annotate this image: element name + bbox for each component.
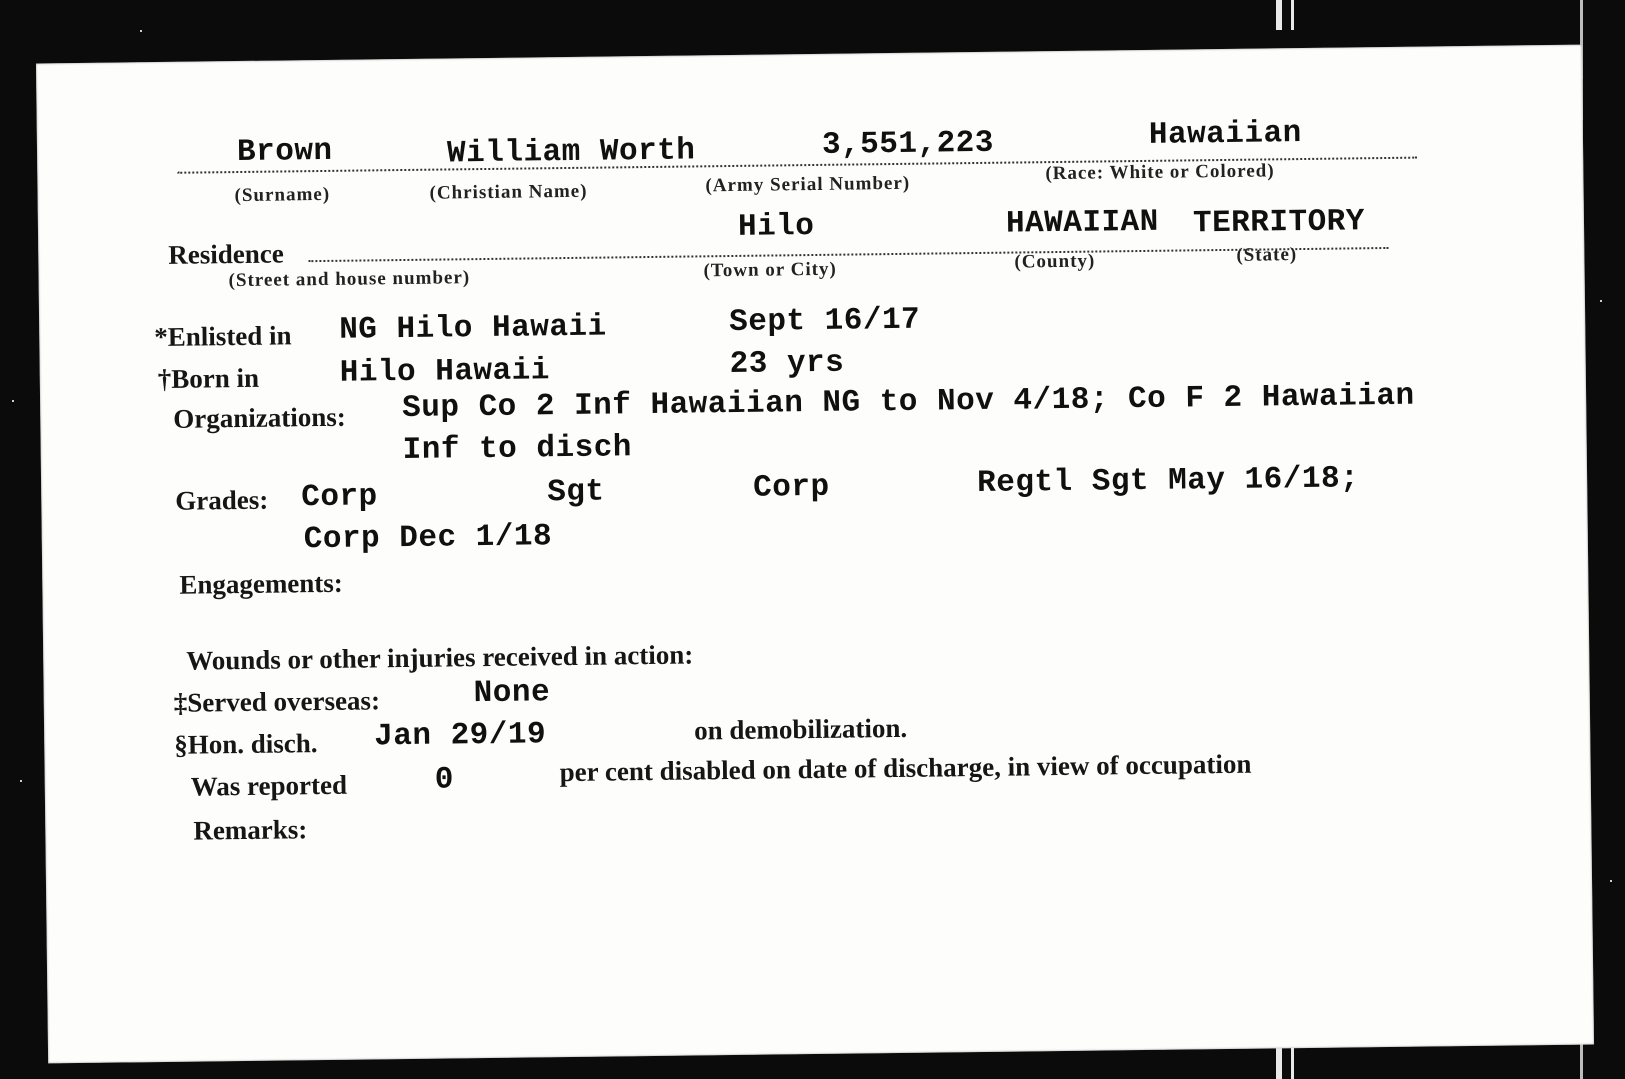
engagements-label: Engagements: bbox=[179, 567, 343, 600]
town-value: Hilo bbox=[737, 208, 815, 245]
state-value: TERRITORY bbox=[1192, 204, 1366, 242]
scan-edge-mark bbox=[1276, 0, 1282, 30]
surname-caption: (Surname) bbox=[234, 183, 331, 207]
served-overseas-value: None bbox=[473, 675, 551, 712]
born-label: †Born in bbox=[157, 362, 260, 395]
race-caption: (Race: White or Colored) bbox=[1045, 160, 1275, 185]
disability-percent-value: 0 bbox=[434, 762, 455, 798]
wounds-label: Wounds or other injuries received in action: bbox=[186, 639, 694, 676]
scan-edge-mark bbox=[1291, 1046, 1294, 1079]
enlisted-date-value: Sept 16/17 bbox=[728, 302, 921, 341]
grade-2: Sgt bbox=[547, 474, 605, 511]
scan-speck bbox=[12, 400, 14, 402]
enlisted-label: *Enlisted in bbox=[154, 320, 292, 353]
street-caption: (Street and house number) bbox=[228, 267, 471, 292]
town-caption: (Town or City) bbox=[703, 258, 837, 282]
discharge-label: §Hon. disch. bbox=[174, 728, 318, 760]
scan-speck bbox=[140, 30, 142, 32]
scan-edge-mark bbox=[1291, 0, 1294, 30]
state-caption: (State) bbox=[1236, 244, 1298, 266]
served-overseas-label: ‡Served overseas: bbox=[173, 685, 381, 718]
grade-4: Regtl Sgt May 16/18; bbox=[976, 461, 1360, 502]
christian-name-value: William Worth bbox=[446, 133, 696, 172]
reported-label: Was reported bbox=[190, 769, 348, 802]
race-value: Hawaiian bbox=[1148, 116, 1302, 153]
born-age-value: 23 yrs bbox=[729, 345, 845, 383]
serial-number-value: 3,551,223 bbox=[821, 125, 995, 163]
serial-number-caption: (Army Serial Number) bbox=[705, 172, 911, 197]
county-value: HAWAIIAN bbox=[1005, 204, 1160, 242]
scan-speck bbox=[1600, 300, 1602, 302]
scan-speck bbox=[20, 780, 22, 782]
county-caption: (County) bbox=[1014, 250, 1096, 273]
organizations-line1: Sup Co 2 Inf Hawaiian NG to Nov 4/18; Co F 2 Hawaiian bbox=[401, 378, 1415, 427]
organizations-label: Organizations: bbox=[173, 401, 346, 434]
scan-edge-mark bbox=[1276, 1046, 1282, 1079]
enlistment-record-card bbox=[36, 45, 1594, 1064]
remarks-label: Remarks: bbox=[193, 814, 308, 846]
christian-name-caption: (Christian Name) bbox=[429, 180, 588, 204]
grade-3: Corp bbox=[752, 469, 830, 506]
discharge-date-value: Jan 29/19 bbox=[373, 717, 547, 755]
grades-label: Grades: bbox=[175, 484, 269, 516]
discharge-suffix: on demobilization. bbox=[693, 712, 908, 746]
surname-value: Brown bbox=[236, 133, 333, 171]
grades-line2: Corp Dec 1/18 bbox=[303, 519, 553, 558]
organizations-line2: Inf to disch bbox=[402, 430, 633, 469]
disability-suffix: per cent disabled on date of discharge, in view of occupation bbox=[559, 748, 1252, 788]
enlisted-place-value: NG Hilo Hawaii bbox=[339, 309, 607, 348]
grade-1: Corp bbox=[301, 479, 378, 516]
residence-label: Residence bbox=[168, 238, 284, 270]
born-place-value: Hilo Hawaii bbox=[339, 353, 551, 391]
residence-rule bbox=[308, 247, 1388, 262]
scan-speck bbox=[1610, 880, 1612, 882]
